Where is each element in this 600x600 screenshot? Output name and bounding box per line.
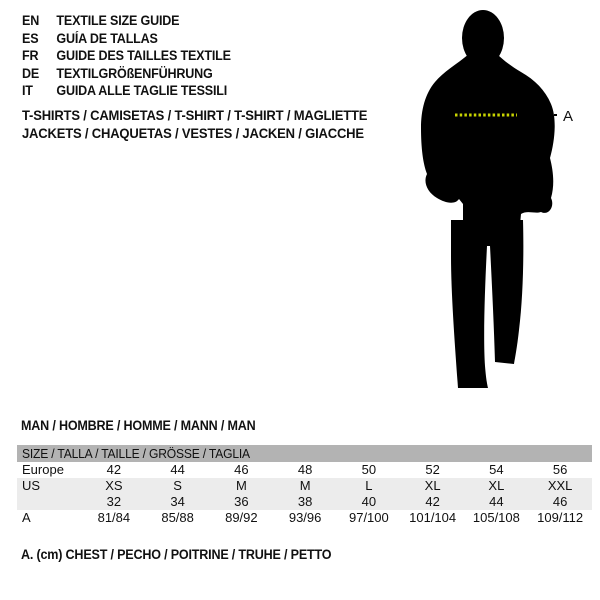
size-value: 44 — [170, 462, 185, 477]
language-row-fr — [22, 47, 247, 65]
language-list — [22, 12, 247, 100]
language-title: GUIDA ALLE TAGLIE TESSILI — [56, 83, 228, 98]
size-value: 89/92 — [225, 510, 258, 525]
size-value: M — [299, 478, 311, 493]
size-value: S — [173, 478, 182, 493]
language-row-it — [22, 82, 247, 100]
row-label: Europe — [22, 462, 64, 477]
size-value: 50 — [361, 462, 377, 477]
size-value: 32 — [106, 494, 122, 509]
size-value: 36 — [234, 494, 249, 509]
size-value: 40 — [361, 494, 377, 509]
table-row-chest-a — [17, 510, 592, 526]
language-code: ES — [22, 30, 39, 46]
size-value: 109/112 — [537, 510, 584, 525]
silhouette-shape — [421, 10, 555, 388]
table-row-us — [17, 478, 592, 494]
language-code: IT — [22, 83, 33, 98]
section-heading-man: MAN / HOMBRE / HOMME / MANN / MAN — [21, 418, 256, 433]
size-table-header: SIZE / TALLA / TAILLE / GRÖSSE / TAGLIA — [17, 445, 592, 462]
size-value: L — [365, 478, 373, 493]
size-value: XS — [105, 478, 123, 493]
size-value: XXL — [547, 478, 573, 493]
size-value: 38 — [297, 494, 313, 509]
size-value: 42 — [425, 494, 440, 509]
size-value: M — [235, 478, 247, 493]
size-value: XL — [424, 478, 441, 493]
category-tshirts: T-SHIRTS / CAMISETAS / T-SHIRT / T-SHIRT / MAGLIETTE — [22, 107, 368, 123]
size-value: XL — [488, 478, 505, 493]
size-value: 93/96 — [288, 510, 322, 525]
size-value: 48 — [297, 462, 313, 477]
row-label — [17, 494, 82, 510]
language-title: TEXTILE SIZE GUIDE — [56, 13, 180, 28]
language-code: FR — [22, 48, 39, 63]
size-value: 101/104 — [409, 510, 457, 525]
language-code: DE — [22, 65, 40, 81]
size-value: 52 — [425, 462, 440, 477]
measure-label-a: A — [563, 108, 574, 125]
size-value: 42 — [106, 462, 122, 477]
measurement-footnote: A. (cm) CHEST / PECHO / POITRINE / TRUHE / PETTO — [21, 547, 332, 562]
torso-shape — [421, 54, 555, 236]
size-value: 46 — [234, 462, 249, 477]
man-silhouette — [407, 6, 579, 392]
legs-shape — [451, 220, 523, 388]
category-jackets: JACKETS / CHAQUETAS / VESTES / JACKEN / GIACCHE — [22, 125, 364, 141]
size-value: 46 — [552, 494, 568, 509]
language-code: EN — [22, 13, 40, 28]
table-row-us-numeric — [17, 494, 592, 510]
table-row-europe — [17, 462, 592, 478]
size-value: 105/108 — [472, 510, 520, 525]
language-row-es — [22, 30, 247, 48]
language-title: GUIDE DES TAILLES TEXTILE — [56, 48, 231, 63]
size-table — [17, 445, 592, 526]
row-label: US — [22, 478, 41, 493]
size-value: 85/88 — [161, 510, 194, 525]
size-value: 97/100 — [348, 510, 389, 525]
size-value: 56 — [552, 462, 568, 477]
size-value: 44 — [489, 494, 504, 509]
size-value: 54 — [489, 462, 504, 477]
language-row-de — [22, 65, 247, 83]
language-title: GUÍA DE TALLAS — [56, 30, 158, 46]
category-list — [22, 106, 393, 142]
language-row-en — [22, 12, 247, 30]
language-title: TEXTILGRÖßENFÜHRUNG — [56, 65, 213, 81]
size-value: 34 — [170, 494, 185, 509]
size-value: 81/84 — [97, 510, 131, 525]
row-label: A — [22, 510, 31, 525]
